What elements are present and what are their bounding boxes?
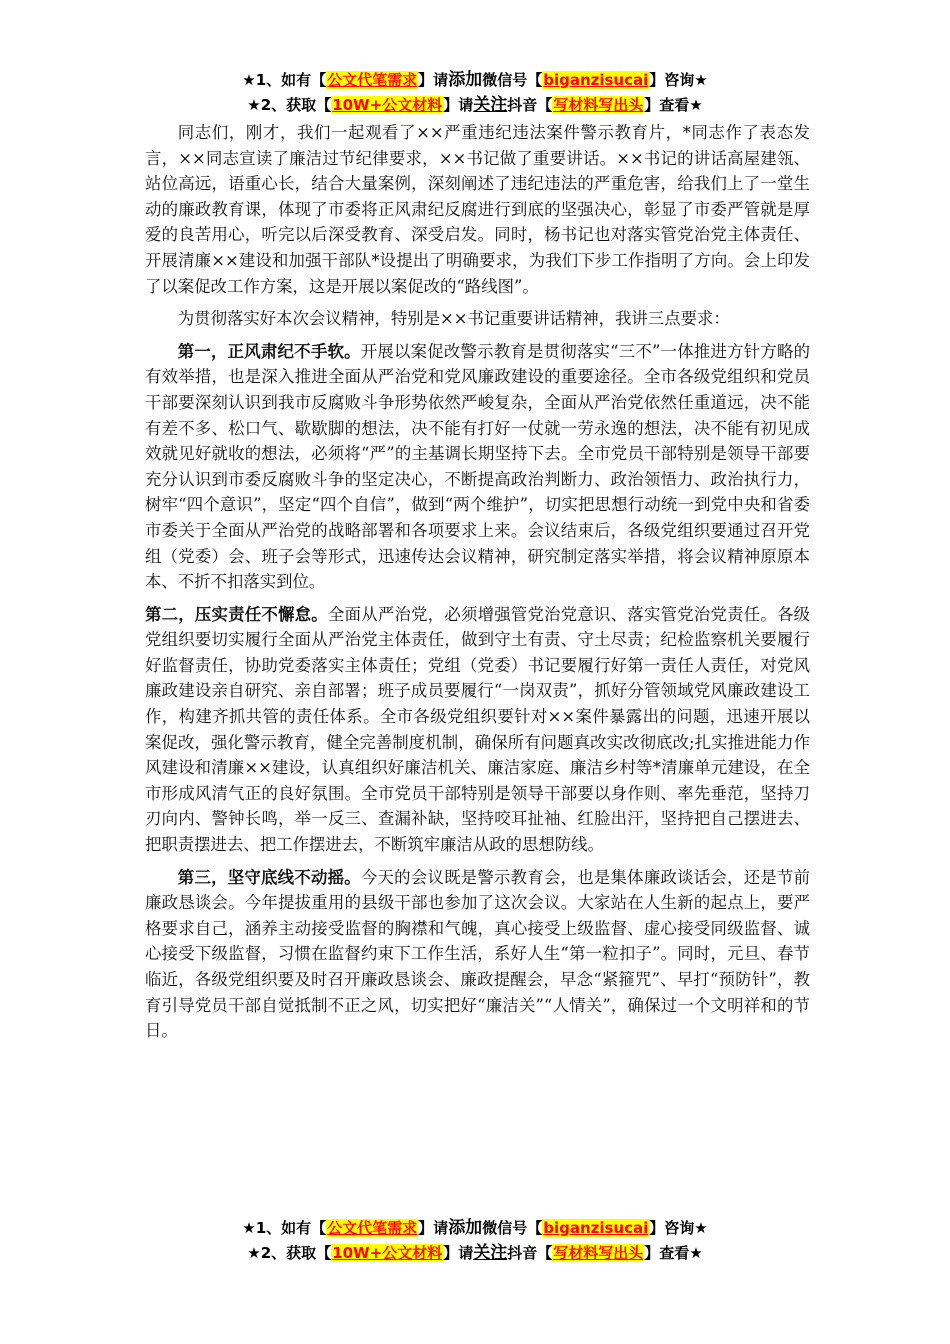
paragraph-opening: 同志们，刚才，我们一起观看了××严重违纪违法案件警示教育片，*同志作了表态发言，××同志宣读了廉洁过节纪律要求，××书记做了重要讲话。××书记的讲话高屋建瓴、站位高远，语重心长，结合大量案例，深刻阐述了违纪违法的严重危害，给我们上了一堂生动的廉政教育课，体现了市委将正风肃纪反腐进行到底的坚强决心，彰显了市委严管就是厚爱的良苦用心，听完以后深受教育、深受启发。同时，杨书记也对落实管党治党主体责任、开展清廉××建设和加强干部队*设提出了明确要求，为我们下步工作指明了方向。会上印发了以案促改工作方案，这是开展以案促改的“路线图”。 [145, 123, 810, 296]
footer-line2-prefix: ★2、获取【 [247, 1244, 332, 1262]
header-line2-highlight-materials: 10W+公文材料 [332, 96, 443, 114]
paragraph-point-one [145, 339, 810, 595]
point-two-text: 全面从严治党，必须增强管党治党意识、落实管党治党责任。各级党组织要切实履行全面从严治党主体责任，做到守土有责、守土尽责；纪检监察机关要履行好监督责任，协助党委落实主体责任；党组（党委）书记要履行好第一责任人责任，对党风廉政建设亲自研究、亲自部署；班子成员要履行“一岗双责”，抓好分管领域党风廉政建设工作，构建齐抓共管的责任体系。全市各级党组织要针对××案件暴露出的问题，迅速开展以案促改，强化警示教育，健全完善制度机制，确保所有问题真改实改彻底改;扎实推进能力作风建设和清廉××建设，认真组织好廉洁机关、廉洁家庭、廉洁乡村等*清廉单元建设，在全市形成风清气正的良好氛围。全市党员干部特别是领导干部要以身作则、率先垂范，坚持刀刃向内、警钟长鸣，举一反三、查漏补缺，坚持咬耳扯袖、红脸出汗，坚持把自己摆进去、把职责摆进去、把工作摆进去，不断筑牢廉洁从政的思想防线。 [145, 604, 811, 855]
footer-line2-mid2: 抖音【 [507, 1244, 553, 1262]
footer-line1-mid1: 】请 [418, 1219, 449, 1237]
footer-line1-highlight-service: 公文代笔需求 [327, 1219, 418, 1237]
point-one-text: 开展以案促改警示教育是贯彻落实“三不”一体推进方针方略的有效举措，也是深入推进全面从严治党和党风廉政建设的重要途径。全市各级党组织和党员干部要深刻认识到我市反腐败斗争形势依然严峻复杂，全面从严治党依然任重道远，决不能有差不多、松口气、歇歇脚的想法，决不能有打好一仗就一劳永逸的想法，决不能有初见成效就见好就收的想法，必须将“严”的主基调长期坚持下去。全市党员干部特别是领导干部要充分认识到市委反腐败斗争的坚定决心，不断提高政治判断力、政治领悟力、政治执行力，树牢“四个意识”，坚定“四个自信”，做到“两个维护”，切实把思想行动统一到党中央和省委市委关于全面从严治党的战略部署和各项要求上来。会议结束后，各级党组织要通过召开党组（党委）会、班子会等形式，迅速传达会议精神，研究制定落实举措，将会议精神原原本本、不折不扣落实到位。 [145, 341, 811, 592]
footer-line1-emphasis: 添加 [448, 1218, 483, 1238]
header-line2-suffix: 】查看★ [644, 96, 703, 114]
header-line1-suffix: 】咨询★ [649, 71, 708, 89]
header-line2-highlight-douyin: 写材料写出头 [553, 96, 644, 114]
paragraph-point-three [145, 865, 810, 1044]
header-line2-mid1: 】请 [443, 96, 474, 114]
footer-ad-line-2 [140, 1241, 810, 1265]
header-line1-highlight-wechat: biganzisucai [543, 71, 649, 89]
header-line1-highlight-service: 公文代笔需求 [327, 71, 418, 89]
footer-line2-highlight-materials: 10W+公文材料 [332, 1244, 443, 1262]
footer-ad-line-1 [140, 1216, 810, 1240]
header-line1-prefix: ★1、如有【 [242, 71, 327, 89]
header-ad-line-2 [140, 93, 810, 117]
footer-line2-emphasis: 关注 [473, 1243, 508, 1263]
speech-body [145, 120, 810, 1044]
point-two-heading: 第二，压实责任不懈怠。 [145, 604, 328, 624]
header-line1-mid2: 微信号【 [482, 71, 543, 89]
footer-line1-suffix: 】咨询★ [649, 1219, 708, 1237]
header-line1-mid1: 】请 [418, 71, 449, 89]
header-ad-line-1 [140, 68, 810, 92]
footer-line2-suffix: 】查看★ [644, 1244, 703, 1262]
header-line2-emphasis: 关注 [473, 95, 508, 115]
paragraph-intro: 为贯彻落实好本次会议精神，特别是××书记重要讲话精神，我讲三点要求： [177, 309, 730, 329]
point-three-text: 今天的会议既是警示教育会，也是集体廉政谈话会，还是节前廉政恳谈会。今年提拔重用的县级干部也参加了这次会议。大家站在人生新的起点上，要严格要求自己，涵养主动接受监督的胸襟和气魄，真心接受上级监督、虚心接受同级监督、诚心接受下级监督，习惯在监督约束下工作生活，系好人生“第一粒扣子”。同时，元旦、春节临近，各级党组织要及时召开廉政恳谈会、廉政提醒会，早念“紧箍咒”、早打“预防针”，教育引导党员干部自觉抵制不正之风，切实把好“廉洁关”“人情关”，确保过一个文明祥和的节日。 [145, 867, 811, 1041]
header-line2-prefix: ★2、获取【 [247, 96, 332, 114]
footer-line2-highlight-douyin: 写材料写出头 [553, 1244, 644, 1262]
footer-line1-mid2: 微信号【 [482, 1219, 543, 1237]
footer-line1-highlight-wechat: biganzisucai [543, 1219, 649, 1237]
header-line1-emphasis: 添加 [448, 70, 483, 90]
paragraph-point-two [145, 602, 810, 858]
point-three-heading: 第三，坚守底线不动摇。 [177, 867, 361, 887]
footer-line2-mid1: 】请 [443, 1244, 474, 1262]
point-one-heading: 第一，正风肃纪不手软。 [177, 341, 361, 361]
header-line2-mid2: 抖音【 [507, 96, 553, 114]
footer-line1-prefix: ★1、如有【 [242, 1219, 327, 1237]
